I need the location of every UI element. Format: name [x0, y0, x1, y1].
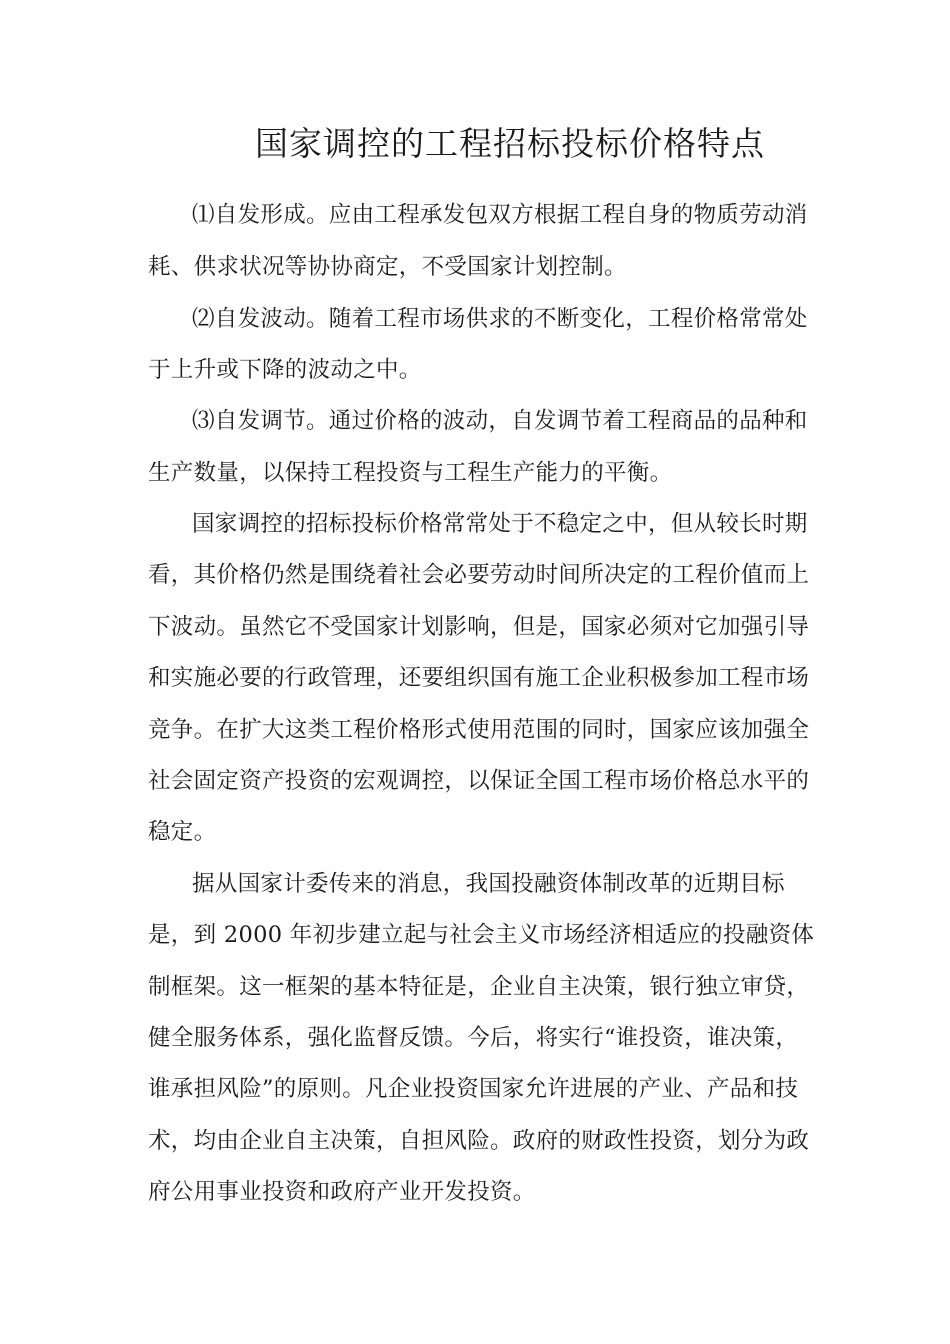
text-line: 术，均由企业自主决策，自担风险。政府的财政性投资，划分为政	[148, 1128, 810, 1154]
text-line: 耗、供求状况等协协商定，不受国家计划控制。	[148, 254, 627, 280]
text-line: 和实施必要的行政管理，还要组织国有施工企业积极参加工程市场	[148, 665, 810, 691]
text-line: 稳定。	[148, 819, 217, 845]
text-line: 下波动。虽然它不受国家计划影响，但是，国家必须对它加强引导	[148, 614, 810, 640]
text-line: 谁承担风险”的原则。凡企业投资国家允许进展的产业、产品和技	[148, 1076, 799, 1102]
text-line: ⑴自发形成。应由工程承发包双方根据工程自身的物质劳动消	[192, 202, 808, 228]
text-line: 看，其价格仍然是围绕着社会必要劳动时间所决定的工程价值而上	[148, 562, 810, 588]
text-line: 生产数量，以保持工程投资与工程生产能力的平衡。	[148, 460, 673, 486]
text-line: ⑵自发波动。随着工程市场供求的不断变化，工程价格常常处	[192, 306, 808, 332]
text-line: 是，到 2000 年初步建立起与社会主义市场经济相适应的投融资体	[148, 922, 815, 948]
text-line: 据从国家计委传来的消息，我国投融资体制改革的近期目标	[192, 871, 785, 897]
text-line: 社会固定资产投资的宏观调控，以保证全国工程市场价格总水平的	[148, 768, 810, 794]
text-line: 制框架。这一框架的基本特征是，企业自主决策，银行独立审贷，	[148, 974, 810, 1000]
text-line: ⑶自发调节。通过价格的波动，自发调节着工程商品的品种和	[192, 408, 808, 434]
text-line: 竞争。在扩大这类工程价格形式使用范围的同时，国家应该加强全	[148, 717, 810, 743]
text-line: 健全服务体系，强化监督反馈。今后，将实行“谁投资，谁决策，	[148, 1025, 799, 1051]
text-line: 府公用事业投资和政府产业开发投资。	[148, 1179, 536, 1205]
text-line: 于上升或下降的波动之中。	[148, 357, 422, 383]
document-title: 国家调控的工程招标投标价格特点	[255, 124, 765, 163]
text-line: 国家调控的招标投标价格常常处于不稳定之中，但从较长时期	[192, 511, 808, 537]
